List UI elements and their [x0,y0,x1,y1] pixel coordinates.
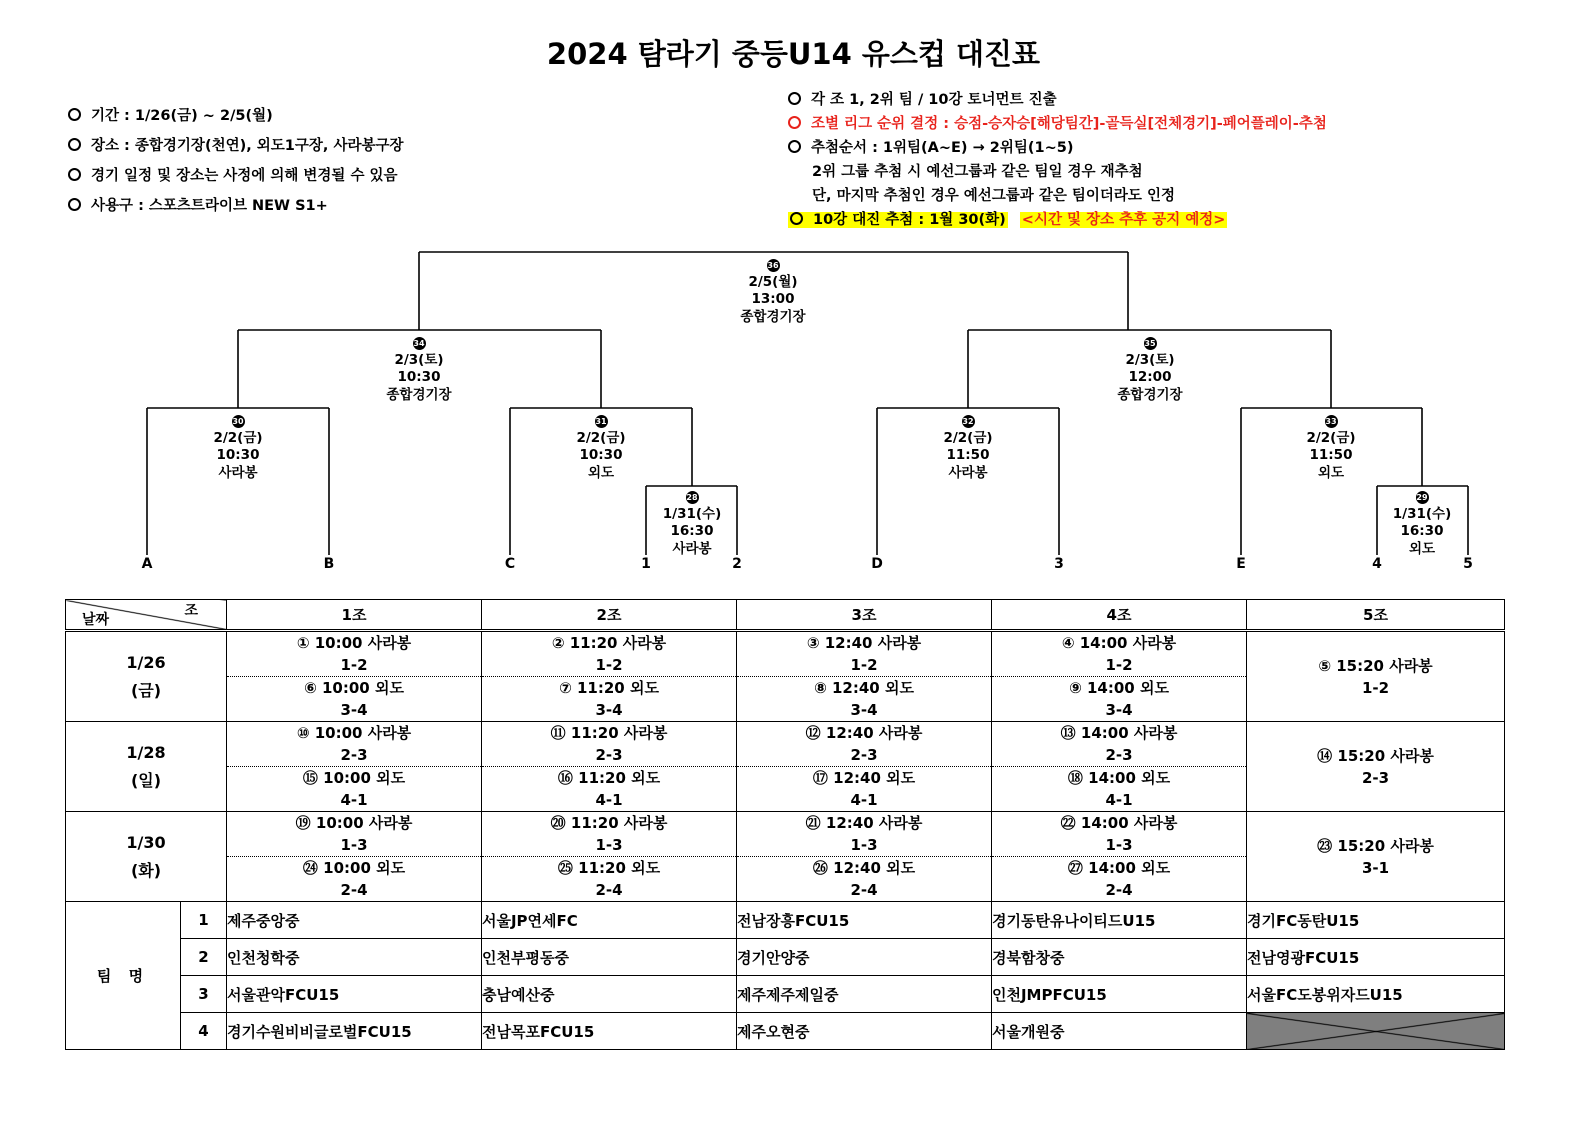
match-cell: ⑰ 12:40 외도 4-1 [737,767,992,812]
match-cell: ④ 14:00 사라봉 1-2 [992,631,1247,677]
match-35-info: 35 2/3(토) 12:00 종합경기장 [1117,339,1183,403]
match-cell: ⑮ 10:00 외도 4-1 [227,767,482,812]
match-number-badge: 34 [413,339,425,348]
group-header: 5조 [1247,600,1505,631]
date-cell: 1/30 (화) [66,812,227,902]
note-advance: 각 조 1, 2위 팀 / 10강 토너먼트 진출 [788,88,1327,112]
team-name-cell: 인천청학중 [227,939,482,976]
team-name-cell: 전남영광FCU15 [1247,939,1505,976]
team-name-cell: 경기동탄유나이티드U15 [992,902,1247,939]
group-header: 2조 [482,600,737,631]
bracket-slot-2: 2 [732,556,742,572]
bracket-slot-5: 5 [1463,556,1473,572]
match-cell: ⑱ 14:00 외도 4-1 [992,767,1247,812]
match-cell: ⑪ 11:20 사라봉 2-3 [482,722,737,767]
note-draw-order: 추첨순서 : 1위팀(A~E) → 2위팀(1~5) [788,136,1327,160]
match-cell: ⑬ 14:00 사라봉 2-3 [992,722,1247,767]
match-34-info: 34 2/3(토) 10:30 종합경기장 [386,339,452,403]
match-31-info: 31 2/2(금) 10:30 외도 [576,417,626,481]
match-29-info: 29 1/31(수) 16:30 외도 [1392,493,1452,557]
match-36-info: 36 2/5(월) 13:00 종합경기장 [740,261,806,325]
match-number-badge: 36 [767,261,779,270]
match-number-badge: 28 [686,493,698,502]
match-cell: ㉒ 14:00 사라봉 1-3 [992,812,1247,857]
team-name-cell: 제주제주제일중 [737,976,992,1013]
schedule-table [65,599,1505,1050]
bracket-slot-e: E [1236,556,1246,572]
match-cell: ㉑ 12:40 사라봉 1-3 [737,812,992,857]
match-cell: ③ 12:40 사라봉 1-2 [737,631,992,677]
bracket-slot-a: A [141,556,153,572]
match-cell-group5: ⑭ 15:20 사라봉 2-3 [1247,722,1505,812]
page-title: 2024 탐라기 중등U14 유스컵 대진표 [546,37,1041,71]
empty-team-cell [1247,1013,1505,1050]
match-cell: ㉖ 12:40 외도 2-4 [737,857,992,902]
team-name-cell: 서울개원중 [992,1013,1247,1050]
match-cell: ⑩ 10:00 사라봉 2-3 [227,722,482,767]
team-name-cell: 서울FC도봉위자드U15 [1247,976,1505,1013]
match-33-info: 33 2/2(금) 11:50 외도 [1306,417,1356,481]
match-cell-group5: ⑤ 15:20 사라봉 1-2 [1247,631,1505,722]
match-cell: ⑲ 10:00 사라봉 1-3 [227,812,482,857]
date-cell: 1/28 (일) [66,722,227,812]
team-name-cell: 경기FC동탄U15 [1247,902,1505,939]
match-cell: ⑫ 12:40 사라봉 2-3 [737,722,992,767]
team-name-cell: 제주중앙중 [227,902,482,939]
match-28-info: 28 1/31(수) 16:30 사라봉 [662,493,722,557]
match-cell: ⑯ 11:20 외도 4-1 [482,767,737,812]
match-cell: ⑳ 11:20 사라봉 1-3 [482,812,737,857]
note-draw-date: 10강 대진 추첨 : 1월 30(화) <시간 및 장소 추후 공지 예정> [788,208,1327,232]
note-redraw: 2위 그룹 추첨 시 예선그룹과 같은 팀일 경우 재추첨 [812,164,1143,180]
team-seed-number: 4 [181,1013,227,1050]
team-row [66,1013,1505,1050]
schedule-row [66,631,1505,677]
match-cell-group5: ㉓ 15:20 사라봉 3-1 [1247,812,1505,902]
match-cell: ㉔ 10:00 외도 2-4 [227,857,482,902]
team-name-cell: 경기안양중 [737,939,992,976]
match-32-info: 32 2/2(금) 11:50 사라봉 [943,417,993,481]
match-cell: ㉕ 11:20 외도 2-4 [482,857,737,902]
match-30-info: 30 2/2(금) 10:30 사라봉 [213,417,263,481]
team-seed-number: 2 [181,939,227,976]
bracket-slot-1: 1 [641,556,651,572]
match-number-badge: 29 [1416,493,1428,502]
note-venue: 장소 : 종합경기장(천연), 외도1구장, 사라봉구장 [68,131,403,161]
team-name-cell: 서울관악FCU15 [227,976,482,1013]
match-number-badge: 31 [595,417,607,426]
note-last-draw: 단, 마지막 추첨인 경우 예선그룹과 같은 팀이더라도 인정 [812,188,1176,204]
match-cell: ⑨ 14:00 외도 3-4 [992,677,1247,722]
group-header: 3조 [737,600,992,631]
match-cell: ① 10:00 사라봉 1-2 [227,631,482,677]
bracket-slot-d: D [871,556,883,572]
note-ranking: 조별 리그 순위 결정 : 승점-승자승[해당팀간]-골득실[전체경기]-페어플레이-추첨 [788,112,1327,136]
match-number-badge: 35 [1144,339,1156,348]
team-name-cell: 전남장흥FCU15 [737,902,992,939]
match-cell: ⑧ 12:40 외도 3-4 [737,677,992,722]
team-name-cell: 서울JP연세FC [482,902,737,939]
match-number-badge: 32 [962,417,974,426]
team-name-cell: 충남예산중 [482,976,737,1013]
match-cell: ⑦ 11:20 외도 3-4 [482,677,737,722]
team-seed-number: 3 [181,976,227,1013]
team-name-cell: 인천JMPFCU15 [992,976,1247,1013]
bracket-slot-4: 4 [1372,556,1382,572]
team-name-cell: 제주오현중 [737,1013,992,1050]
team-name-cell: 인천부평동중 [482,939,737,976]
bracket-slot-3: 3 [1054,556,1064,572]
match-cell: ⑥ 10:00 외도 3-4 [227,677,482,722]
team-row [66,976,1505,1013]
group-header: 1조 [227,600,482,631]
bracket-slot-b: B [323,556,335,572]
date-cell: 1/26 (금) [66,631,227,722]
note-period: 기간 : 1/26(금) ~ 2/5(월) [68,101,403,131]
team-name-cell: 경북함창중 [992,939,1247,976]
team-name-cell: 경기수원비비글로벌FCU15 [227,1013,482,1050]
match-cell: ㉗ 14:00 외도 2-4 [992,857,1247,902]
table-corner-cell: 조 날짜 [66,600,227,631]
match-number-badge: 33 [1325,417,1337,426]
note-ball: 사용구 : 스포츠트라이브 NEW S1+ [68,191,403,221]
team-name-cell: 전남목포FCU15 [482,1013,737,1050]
team-row [66,939,1505,976]
group-header: 4조 [992,600,1247,631]
table-header-row [66,600,1505,631]
team-label-cell: 팀 명 [66,902,181,1050]
note-change: 경기 일정 및 장소는 사정에 의해 변경될 수 있음 [68,161,403,191]
team-seed-number: 1 [181,902,227,939]
match-cell: ② 11:20 사라봉 1-2 [482,631,737,677]
team-row [66,902,1505,939]
schedule-row [66,722,1505,767]
schedule-row [66,812,1505,857]
bracket-slot-c: C [504,556,516,572]
match-number-badge: 30 [232,417,244,426]
